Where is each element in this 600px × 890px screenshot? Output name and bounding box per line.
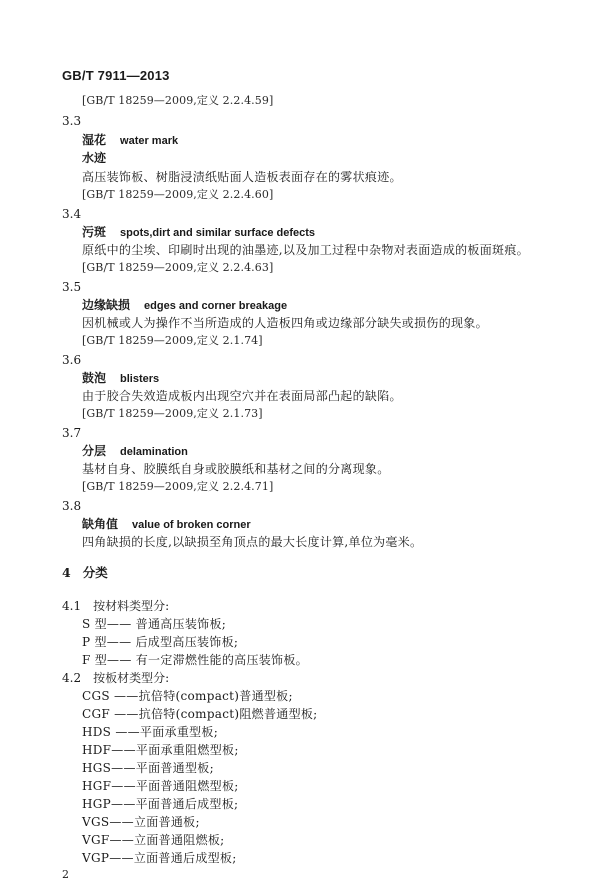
- term-definition: 原纸中的尘埃、印刷时出现的油墨迹,以及加工过程中杂物对表面造成的板面斑痕。: [82, 243, 529, 257]
- list-item: VGP——立面普通后成型板;: [82, 851, 237, 865]
- term-reference: [GB/T 18259—2009,定义 2.2.4.71]: [82, 480, 274, 493]
- list-item: HGS——平面普通型板;: [82, 761, 214, 775]
- list-item: VGS——立面普通板;: [82, 815, 200, 829]
- list-item: CGS ——抗倍特(compact)普通型板;: [82, 689, 293, 703]
- list-item: F 型—— 有一定滞燃性能的高压装饰板。: [82, 653, 308, 667]
- term-number: 3.5: [62, 280, 82, 294]
- list-item: VGF——立面普通阻燃板;: [82, 833, 225, 847]
- section-title: 分类: [82, 565, 108, 580]
- term-zh-alt: 水迹: [82, 151, 107, 165]
- term-zh: 污斑: [82, 225, 107, 239]
- term-definition: 由于胶合失效造成板内出现空穴并在表面局部凸起的缺陷。: [82, 389, 402, 403]
- term-number: 3.4: [62, 207, 82, 221]
- list-item: P 型—— 后成型高压装饰板;: [82, 635, 239, 649]
- term-zh: 分层: [82, 444, 107, 458]
- term-title: [82, 133, 178, 148]
- list-item: HGF——平面普通阻燃型板;: [82, 779, 239, 793]
- term-en: delamination: [120, 446, 188, 458]
- term-definition: 高压装饰板、树脂浸渍纸贴面人造板表面存在的雾状痕迹。: [82, 170, 402, 184]
- term-reference: [GB/T 18259—2009,定义 2.2.4.60]: [82, 188, 274, 201]
- subsection-heading: [62, 599, 169, 613]
- term-title: [82, 298, 287, 313]
- term-number: 3.6: [62, 353, 82, 367]
- list-item: HDS ——平面承重型板;: [82, 725, 219, 739]
- term-zh: 鼓泡: [82, 371, 107, 385]
- subsection-title: 按板材类型分:: [93, 671, 170, 685]
- term-number: 3.3: [62, 114, 82, 128]
- term-title: [82, 225, 315, 240]
- term-number: 3.8: [62, 499, 82, 513]
- list-item: HGP——平面普通后成型板;: [82, 797, 239, 811]
- term-reference: [GB/T 18259—2009,定义 2.2.4.63]: [82, 261, 274, 274]
- term-definition: 因机械或人为操作不当所造成的人造板四角或边缘部分缺失或损伤的现象。: [82, 316, 488, 330]
- subsection-heading: [62, 671, 169, 685]
- subsection-number: 4.1: [62, 599, 82, 613]
- list-item: S 型—— 普通高压装饰板;: [82, 617, 227, 631]
- term-reference: [GB/T 18259—2009,定义 2.1.74]: [82, 334, 263, 347]
- term-en: blisters: [120, 373, 160, 385]
- section-heading: [62, 566, 108, 580]
- page-number: 2: [62, 868, 69, 881]
- term-definition: 基材自身、胶膜纸自身或胶膜纸和基材之间的分离现象。: [82, 462, 390, 476]
- term-title: [82, 444, 188, 459]
- term-zh: 缺角值: [82, 517, 119, 531]
- term-zh: 边缘缺损: [82, 298, 131, 312]
- section-number: 4: [62, 565, 71, 580]
- reference-3-2: [GB/T 18259—2009,定义 2.2.4.59]: [82, 94, 274, 107]
- term-zh: 湿花: [82, 133, 107, 147]
- term-title: [82, 517, 251, 532]
- subsection-title: 按材料类型分:: [93, 599, 170, 613]
- list-item: CGF ——抗倍特(compact)阻燃普通型板;: [82, 707, 318, 721]
- term-en: spots,dirt and similar surface defects: [120, 227, 316, 239]
- standard-code: GB/T 7911—2013: [62, 68, 170, 83]
- term-definition: 四角缺损的长度,以缺损至角顶点的最大长度计算,单位为毫米。: [82, 535, 423, 549]
- term-en: edges and corner breakage: [144, 300, 288, 312]
- term-number: 3.7: [62, 426, 82, 440]
- term-en: water mark: [120, 135, 179, 147]
- term-title: [82, 371, 159, 386]
- list-item: HDF——平面承重阻燃型板;: [82, 743, 239, 757]
- term-en: value of broken corner: [132, 519, 251, 531]
- term-reference: [GB/T 18259—2009,定义 2.1.73]: [82, 407, 263, 420]
- subsection-number: 4.2: [62, 671, 82, 685]
